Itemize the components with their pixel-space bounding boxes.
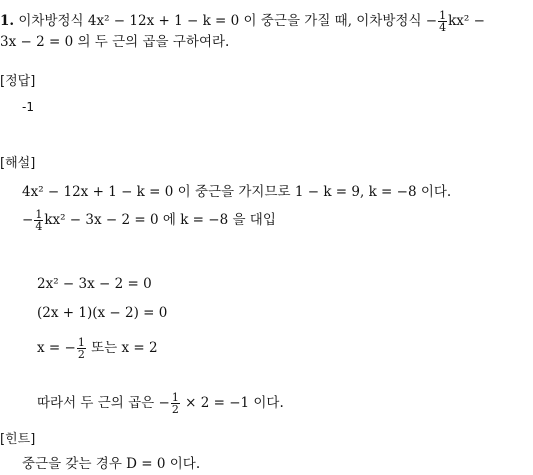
explanation-line-2-tail: kx² − 3x − 2 = 0 에 k = −8 을 대입 xyxy=(44,212,276,228)
answer-label: [정답] xyxy=(0,74,36,89)
question-eq1: 4x² − 12x + 1 − k = 0 xyxy=(87,13,240,29)
explanation-frac-den: 4 xyxy=(35,220,43,233)
step-3-fraction xyxy=(77,337,86,360)
conclusion-tail: × 2 = −1 이다. xyxy=(180,395,284,411)
step-1: 2x² − 3x − 2 = 0 xyxy=(37,276,152,292)
question-eq2-tail: kx² − xyxy=(448,13,485,29)
question-frac-num: 1 xyxy=(439,9,447,22)
question-frac-den: 4 xyxy=(439,21,447,34)
explanation-label: [해설] xyxy=(0,156,36,171)
step-3-frac-den: 2 xyxy=(77,348,85,361)
hint-text: 중근을 갖는 경우 D = 0 이다. xyxy=(22,456,201,472)
question-fraction xyxy=(438,10,447,33)
step-3 xyxy=(37,337,158,360)
explanation-line-1: 4x² − 12x + 1 − k = 0 이 중근을 가지므로 1 − k = 9, k = −8 이다. xyxy=(22,184,452,200)
conclusion-frac-num: 1 xyxy=(171,391,179,404)
conclusion-head: 따라서 두 근의 곱은 − xyxy=(37,395,170,411)
step-3-head: x = − xyxy=(37,340,76,356)
conclusion-fraction xyxy=(171,392,180,415)
answer-value: -1 xyxy=(22,100,34,114)
step-2: (2x + 1)(x − 2) = 0 xyxy=(37,305,168,321)
conclusion-frac-den: 2 xyxy=(171,403,179,416)
hint-label: [힌트] xyxy=(0,432,36,447)
question-text-mid: 이 중근을 가질 때, 이차방정식 xyxy=(243,13,422,29)
explanation-minus: − xyxy=(22,212,34,228)
explanation-frac-num: 1 xyxy=(35,208,43,221)
explanation-fraction xyxy=(34,209,43,232)
question-text-before: 이차방정식 xyxy=(18,13,84,29)
conclusion xyxy=(37,392,284,415)
question-number: 1. xyxy=(0,13,15,29)
question-line-1 xyxy=(0,10,485,33)
question-line-2: 3x − 2 = 0 의 두 근의 곱을 구하여라. xyxy=(0,34,230,50)
question-minus: − xyxy=(425,13,438,29)
step-3-frac-num: 1 xyxy=(77,336,85,349)
step-3-tail: 또는 x = 2 xyxy=(86,340,158,356)
explanation-line-2 xyxy=(22,209,276,232)
